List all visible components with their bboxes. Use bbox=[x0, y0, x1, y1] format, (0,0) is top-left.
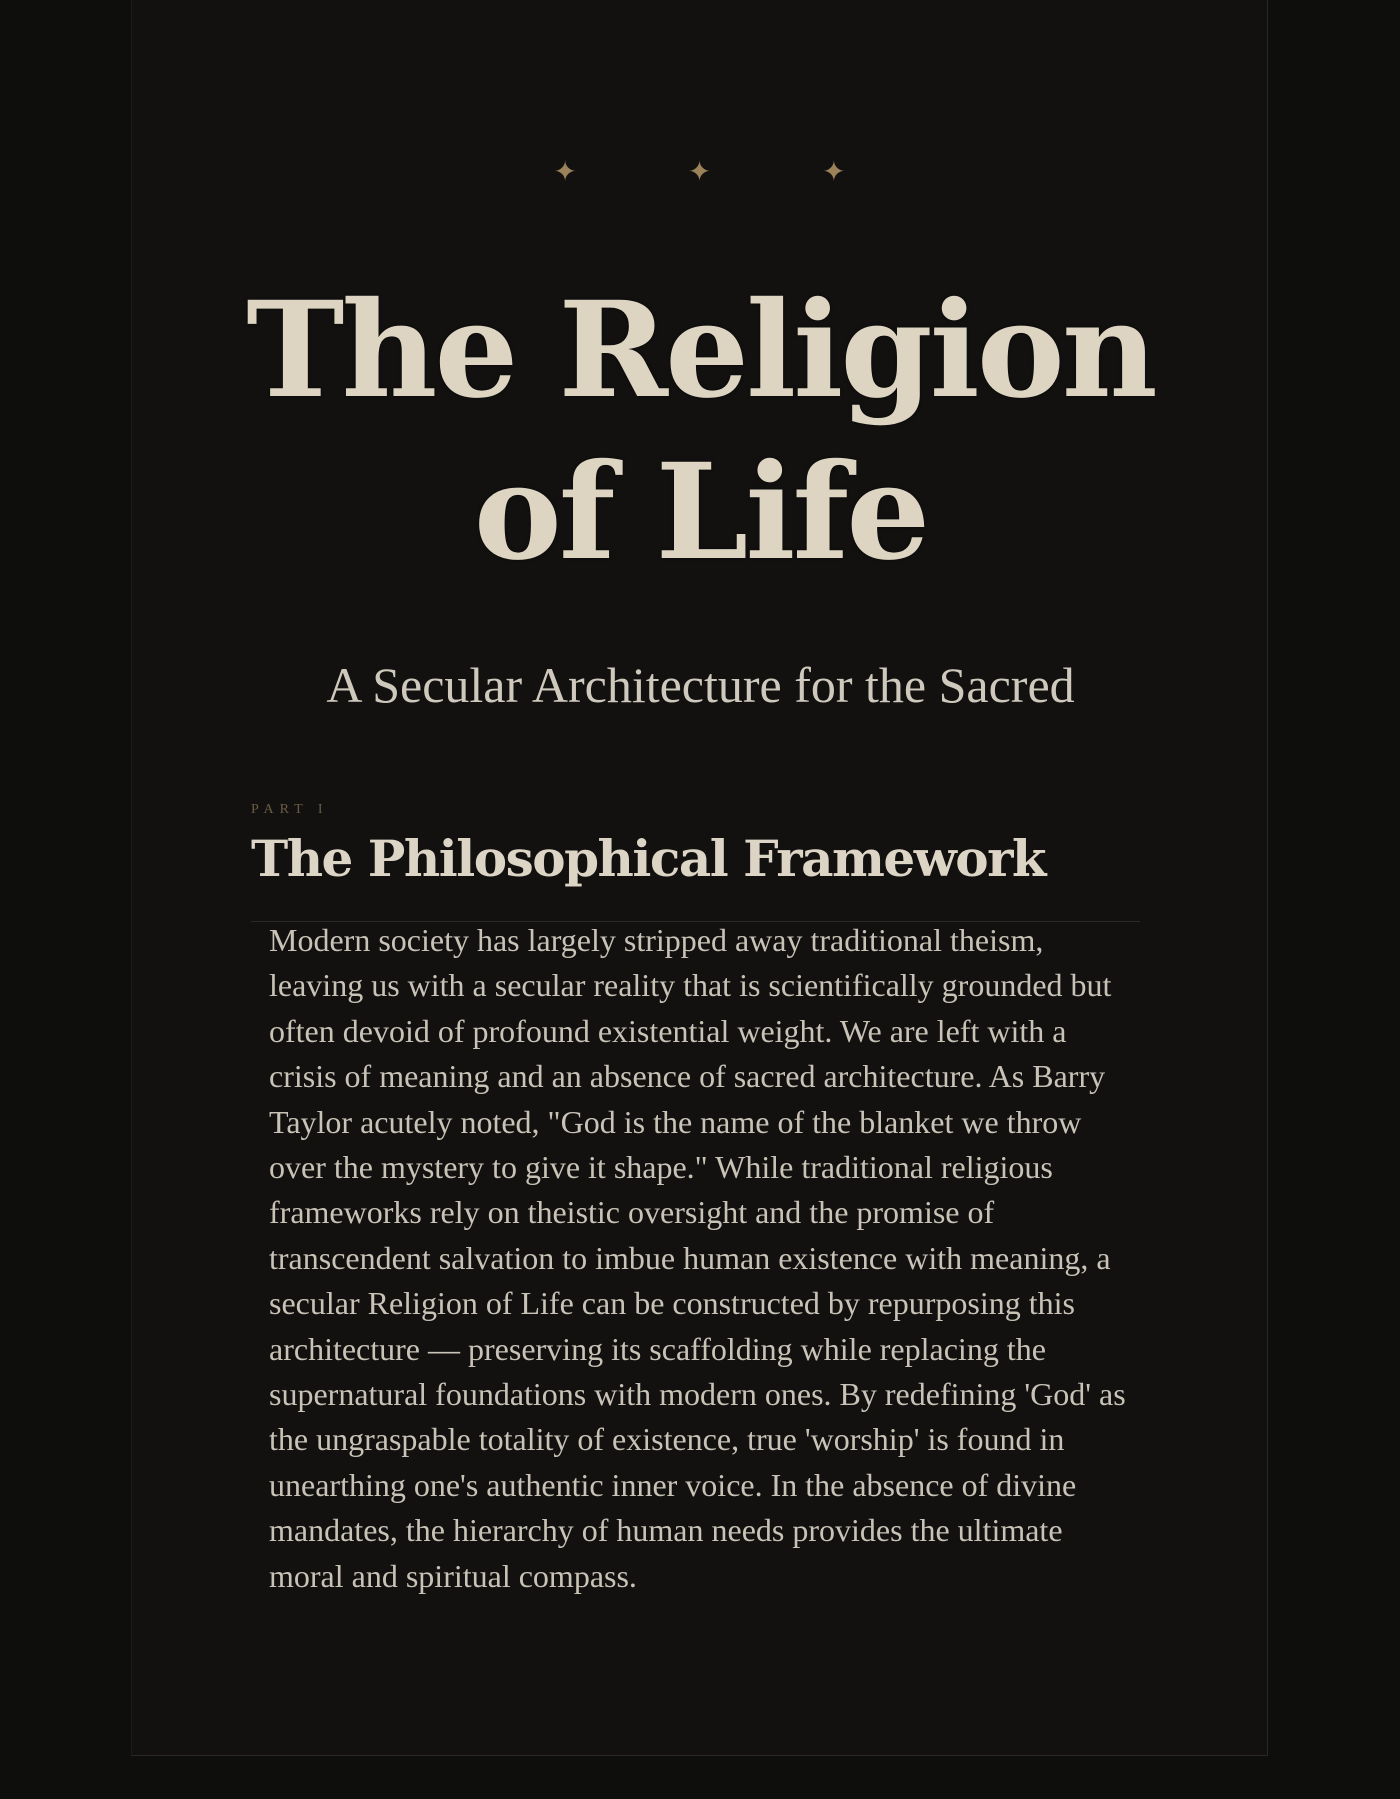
star-icon: ✦ bbox=[687, 155, 712, 188]
page-title: The Religion of Life bbox=[246, 273, 1155, 590]
section-heading: The Philosophical Framework bbox=[251, 829, 1046, 888]
document-page bbox=[131, 0, 1268, 1756]
part-label: PART I bbox=[251, 802, 329, 817]
star-icon: ✦ bbox=[822, 155, 846, 188]
ornament-row bbox=[132, 152, 1267, 192]
star-icon: ✦ bbox=[553, 155, 577, 188]
page-subtitle: A Secular Architecture for the Sacred bbox=[326, 657, 1075, 713]
section-body: Modern society has largely stripped away traditional theism, leaving us with a secular reality that is scientifically grounded but often devoid of profound existential weight. We are left with a crisis of meaning and an absence of sacred architecture. As Barry Taylor acutely noted, "God is the name of the blanket we throw over the mystery to give it shape." While traditional religious frameworks rely on theistic oversight and the promise of transcendent salvation to imbue human existence with meaning, a secular Religion of Life can be constructed by repurposing this architecture — preserving its scaffolding while replacing the supernatural foundations with modern ones. By redefining 'God' as the ungraspable totality of existence, true 'worship' is found in unearthing one's authentic inner voice. In the absence of divine mandates, the hierarchy of human needs provides the ultimate moral and spiritual compass. bbox=[269, 922, 1126, 1594]
